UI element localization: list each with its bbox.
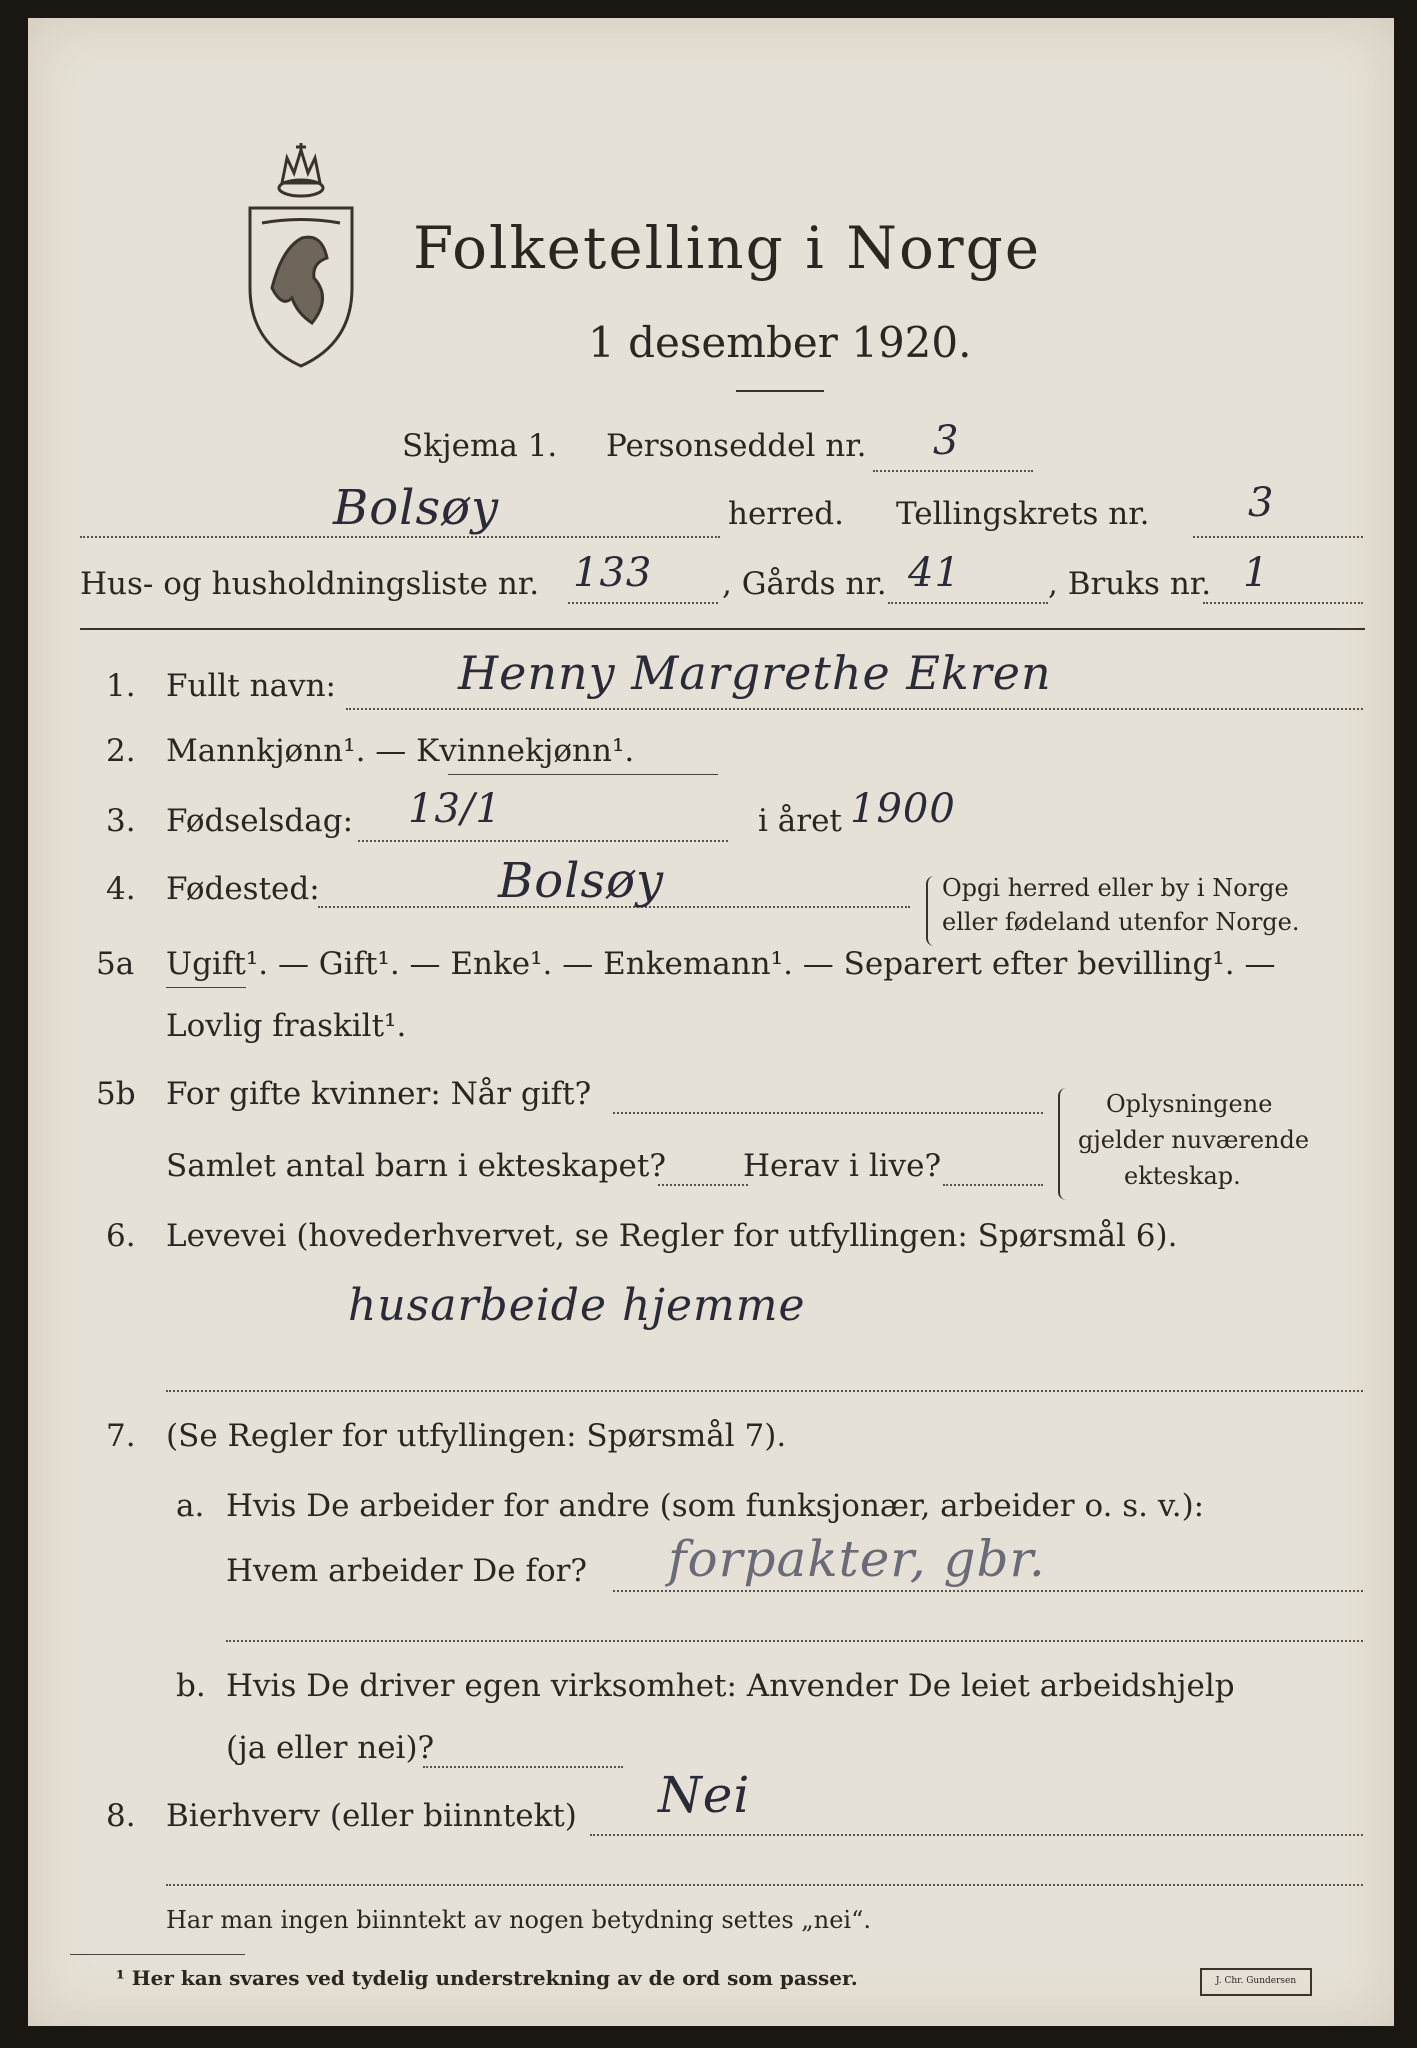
birthplace-note-line2: eller fødeland utenfor Norge.	[942, 908, 1300, 936]
printer-stamp-text: J. Chr. Gundersen	[1215, 1976, 1297, 1986]
herred-value[interactable]: Bolsøy	[333, 480, 500, 536]
husliste-label: Hus- og husholdningsliste nr.	[80, 566, 540, 602]
q1-line	[346, 708, 1363, 710]
q3-line	[358, 840, 728, 842]
q7a-line1: Hvis De arbeider for andre (som funksjonær, arbeider o. s. v.):	[226, 1488, 1205, 1524]
employer-line-2	[226, 1640, 1363, 1642]
personseddel-line	[873, 470, 1033, 472]
herred-label: herred.	[728, 496, 844, 532]
q7b-letter: b.	[176, 1668, 206, 1704]
gards-value[interactable]: 41	[908, 550, 961, 596]
birthplace-note-line1: Opgi herred eller by i Norge	[942, 874, 1289, 902]
q7-number: 7.	[106, 1418, 136, 1454]
personseddel-label: Personseddel nr.	[606, 428, 867, 464]
married-when-label: For gifte kvinner: Når gift?	[166, 1076, 592, 1112]
bruks-line	[1203, 602, 1363, 604]
q2-number: 2.	[106, 733, 136, 769]
employer-value[interactable]: forpakter, gbr.	[668, 1530, 1046, 1588]
year-label: i året	[758, 803, 842, 839]
q7b-line1: Hvis De driver egen virksomhet: Anvender De leiet arbeidshjelp	[226, 1668, 1235, 1704]
q3-number: 3.	[106, 803, 136, 839]
side-income-label: Bierhverv (eller biinntekt)	[166, 1798, 577, 1834]
husliste-line	[568, 602, 718, 604]
q3-label: Fødselsdag:	[166, 803, 354, 839]
occupation-line	[166, 1390, 1363, 1392]
married-when-line	[613, 1112, 1043, 1114]
hired-help-label: (ja eller nei)?	[226, 1730, 435, 1766]
full-name-value[interactable]: Henny Margrethe Ekren	[458, 646, 1052, 700]
printer-stamp	[1200, 1968, 1312, 1996]
tellingskrets-line	[1193, 536, 1363, 538]
census-form-page	[28, 18, 1394, 2026]
marital-status-options-cont: Lovlig fraskilt¹.	[166, 1008, 407, 1044]
gards-line	[888, 602, 1048, 604]
gards-label: , Gårds nr.	[722, 566, 887, 602]
marital-status-options: Ugift¹. — Gift¹. — Enke¹. — Enkemann¹. — Separert efter bevilling¹. —	[166, 946, 1276, 982]
census-date: 1 desember 1920.	[588, 318, 972, 367]
occupation-label: Levevei (hovederhvervet, se Regler for utfyllingen: Spørsmål 6).	[166, 1218, 1178, 1254]
tellingskrets-value[interactable]: 3	[1248, 480, 1275, 526]
children-total-line	[658, 1184, 748, 1186]
q5b-note-line2: gjelder nuværende	[1078, 1126, 1310, 1154]
birthplace-value[interactable]: Bolsøy	[498, 853, 665, 909]
side-income-line-2	[166, 1884, 1363, 1886]
q1-number: 1.	[106, 668, 136, 704]
q8-number: 8.	[106, 1798, 136, 1834]
birth-year-value[interactable]: 1900	[850, 786, 956, 832]
header-divider	[80, 628, 1365, 630]
hired-help-line	[423, 1766, 623, 1768]
q7a-letter: a.	[176, 1488, 205, 1524]
q7-label: (Se Regler for utfyllingen: Spørsmål 7).	[166, 1418, 787, 1454]
q4-label: Fødested:	[166, 871, 320, 907]
gender-options: Mannkjønn¹. — Kvinnekjønn¹.	[166, 733, 635, 769]
children-total-label: Samlet antal barn i ekteskapet?	[166, 1148, 666, 1184]
q5b-brace	[1058, 1088, 1070, 1200]
children-alive-line	[943, 1184, 1043, 1186]
occupation-value[interactable]: husarbeide hjemme	[348, 1280, 806, 1331]
q4-brace	[926, 876, 938, 946]
birthdate-value[interactable]: 13/1	[408, 786, 502, 832]
personseddel-value[interactable]: 3	[933, 418, 960, 464]
footnote: ¹ Her kan svares ved tydelig understrekning av de ord som passer.	[116, 1966, 858, 1990]
q5b-note-line1: Oplysningene	[1106, 1090, 1273, 1118]
bruks-value[interactable]: 1	[1243, 550, 1270, 596]
children-alive-label: Herav i live?	[743, 1148, 942, 1184]
side-income-line	[590, 1834, 1363, 1836]
q6-number: 6.	[106, 1218, 136, 1254]
title-divider	[736, 390, 824, 392]
marital-underline-ugift	[166, 987, 246, 988]
q5b-note-line3: ekteskap.	[1124, 1162, 1241, 1190]
no-income-note: Har man ingen biinntekt av nogen betydning settes „nei“.	[166, 1906, 871, 1934]
q1-label: Fullt navn:	[166, 668, 336, 704]
side-income-value[interactable]: Nei	[658, 1766, 751, 1824]
q5b-number: 5b	[96, 1076, 136, 1112]
skjema-label: Skjema 1.	[402, 428, 558, 464]
bruks-label: , Bruks nr.	[1048, 566, 1212, 602]
page-title: Folketelling i Norge	[413, 214, 1042, 282]
employer-label: Hvem arbeider De for?	[226, 1553, 588, 1589]
employer-line	[613, 1590, 1363, 1592]
tellingskrets-label: Tellingskrets nr.	[896, 496, 1150, 532]
herred-line	[80, 536, 720, 538]
coat-of-arms-icon	[242, 138, 360, 368]
footnote-divider	[70, 1954, 245, 1955]
q4-number: 4.	[106, 871, 136, 907]
q5a-number: 5a	[96, 946, 135, 982]
gender-underline-kvinnekjonn	[448, 774, 718, 775]
husliste-value[interactable]: 133	[573, 550, 653, 596]
